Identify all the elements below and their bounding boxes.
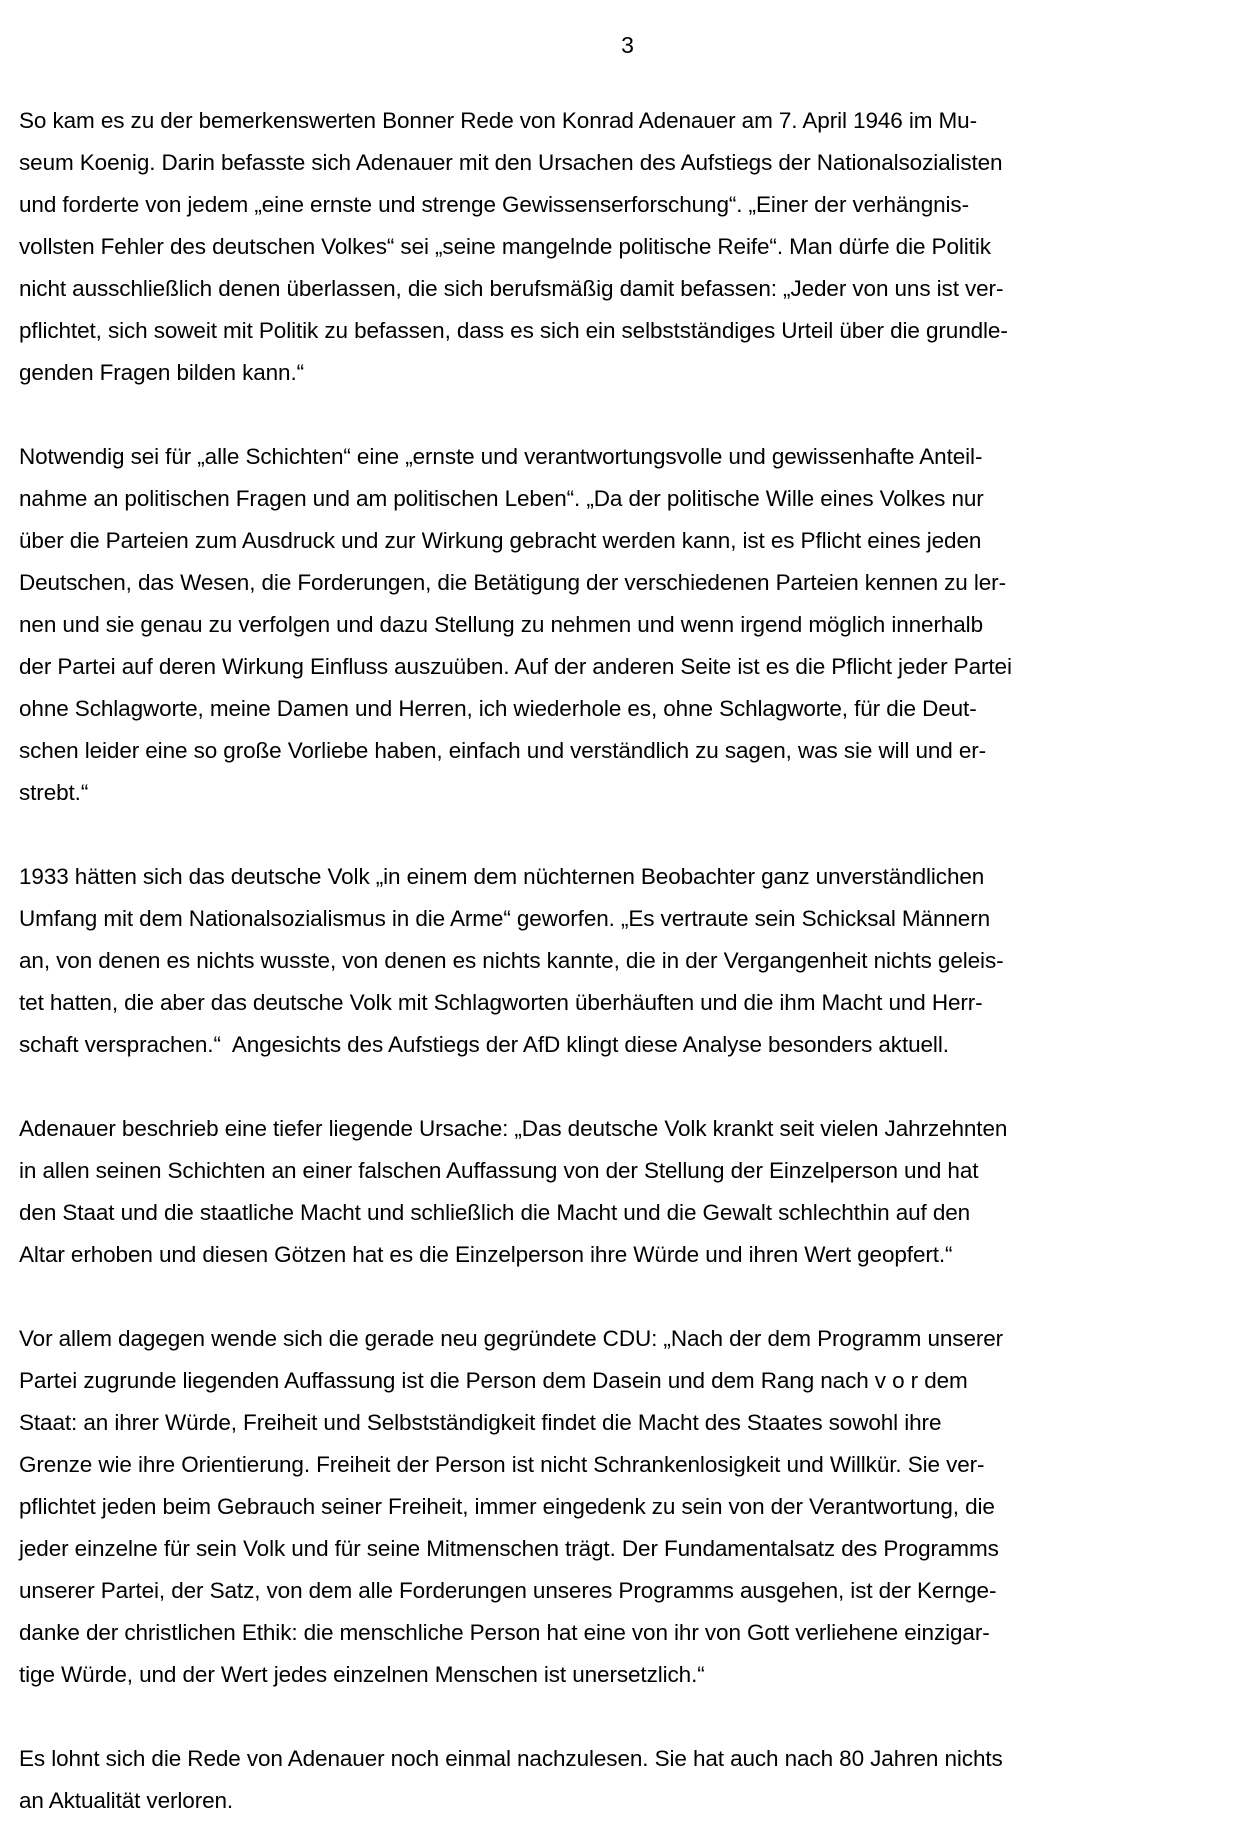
text-line: in allen seinen Schichten an einer falschen Auffassung von der Stellung der Einzelperson und hat	[19, 1158, 979, 1183]
text-line: pflichtet, sich soweit mit Politik zu befassen, dass es sich ein selbstständiges Urteil über die grundle-	[19, 318, 1008, 343]
text-line: nen und sie genau zu verfolgen und dazu Stellung zu nehmen und wenn irgend möglich innerhalb	[19, 612, 983, 637]
text-line: Staat: an ihrer Würde, Freiheit und Selbstständigkeit findet die Macht des Staates sowohl ihre	[19, 1410, 942, 1435]
paragraph	[19, 100, 1236, 394]
text-line: strebt.“	[19, 780, 89, 805]
text-line: schaft versprachen.“ Angesichts des Aufstiegs der AfD klingt diese Analyse besonders aktuell.	[19, 1032, 949, 1057]
paragraph	[19, 1318, 1236, 1696]
text-line: ohne Schlagworte, meine Damen und Herren, ich wiederhole es, ohne Schlagworte, für die Deut-	[19, 696, 977, 721]
text-line: Deutschen, das Wesen, die Forderungen, die Betätigung der verschiedenen Parteien kennen zu ler-	[19, 570, 1006, 595]
text-line: der Partei auf deren Wirkung Einfluss auszuüben. Auf der anderen Seite ist es die Pflicht jeder Partei	[19, 654, 1012, 679]
paragraph	[19, 856, 1236, 1066]
text-line: Es lohnt sich die Rede von Adenauer noch einmal nachzulesen. Sie hat auch nach 80 Jahren nichts	[19, 1746, 1003, 1771]
text-line: pflichtet jeden beim Gebrauch seiner Freiheit, immer eingedenk zu sein von der Verantwortung, die	[19, 1494, 995, 1519]
text-line: Notwendig sei für „alle Schichten“ eine „ernste und verantwortungsvolle und gewissenhafte Anteil-	[19, 444, 983, 469]
text-line: Vor allem dagegen wende sich die gerade neu gegründete CDU: „Nach der dem Programm unserer	[19, 1326, 1004, 1351]
text-line: den Staat und die staatliche Macht und schließlich die Macht und die Gewalt schlechthin auf den	[19, 1200, 971, 1225]
paragraph	[19, 1738, 1236, 1822]
text-line: seum Koenig. Darin befasste sich Adenauer mit den Ursachen des Aufstiegs der Nationalsozialisten	[19, 150, 1003, 175]
text-line: tet hatten, die aber das deutsche Volk mit Schlagworten überhäuften und die ihm Macht und Herr-	[19, 990, 983, 1015]
text-line: Adenauer beschrieb eine tiefer liegende Ursache: „Das deutsche Volk krankt seit vielen Jahrzehnten	[19, 1116, 1008, 1141]
text-line: Altar erhoben und diesen Götzen hat es die Einzelperson ihre Würde und ihren Wert geopfert.“	[19, 1242, 953, 1267]
page-number: 3	[621, 32, 634, 58]
text-line: an, von denen es nichts wusste, von denen es nichts kannte, die in der Vergangenheit nichts geleis-	[19, 948, 1004, 973]
text-line: genden Fragen bilden kann.“	[19, 360, 305, 385]
paragraph	[19, 436, 1236, 814]
text-line: Umfang mit dem Nationalsozialismus in die Arme“ geworfen. „Es vertraute sein Schicksal Männern	[19, 906, 990, 931]
text-line: an Aktualität verloren.	[19, 1788, 234, 1813]
text-line: jeder einzelne für sein Volk und für seine Mitmenschen trägt. Der Fundamentalsatz des Programms	[19, 1536, 999, 1561]
text-line: unserer Partei, der Satz, von dem alle Forderungen unseres Programms ausgehen, ist der Kernge-	[19, 1578, 997, 1603]
paragraph	[19, 1108, 1236, 1276]
text-line: Partei zugrunde liegenden Auffassung ist die Person dem Dasein und dem Rang nach v o r dem	[19, 1368, 968, 1393]
text-line: über die Parteien zum Ausdruck und zur Wirkung gebracht werden kann, ist es Pflicht eines jeden	[19, 528, 982, 553]
document-body	[19, 100, 1236, 1822]
text-line: tige Würde, und der Wert jedes einzelnen Menschen ist unersetzlich.“	[19, 1662, 705, 1687]
text-line: nahme an politischen Fragen und am politischen Leben“. „Da der politische Wille eines Volkes nur	[19, 486, 984, 511]
text-line: danke der christlichen Ethik: die menschliche Person hat eine von ihr von Gott verliehene einzigar-	[19, 1620, 990, 1645]
text-line: und forderte von jedem „eine ernste und strenge Gewissenserforschung“. „Einer der verhängnis-	[19, 192, 969, 217]
text-line: nicht ausschließlich denen überlassen, die sich berufsmäßig damit befassen: „Jeder von uns ist ver-	[19, 276, 1004, 301]
text-line: 1933 hätten sich das deutsche Volk „in einem dem nüchternen Beobachter ganz unverständlichen	[19, 864, 985, 889]
text-line: Grenze wie ihre Orientierung. Freiheit der Person ist nicht Schrankenlosigkeit und Willkür. Sie ver-	[19, 1452, 985, 1477]
text-line: So kam es zu der bemerkenswerten Bonner Rede von Konrad Adenauer am 7. April 1946 im Mu-	[19, 108, 977, 133]
text-line: schen leider eine so große Vorliebe haben, einfach und verständlich zu sagen, was sie will und er-	[19, 738, 987, 763]
text-line: vollsten Fehler des deutschen Volkes“ sei „seine mangelnde politische Reife“. Man dürfe die Politik	[19, 234, 991, 259]
